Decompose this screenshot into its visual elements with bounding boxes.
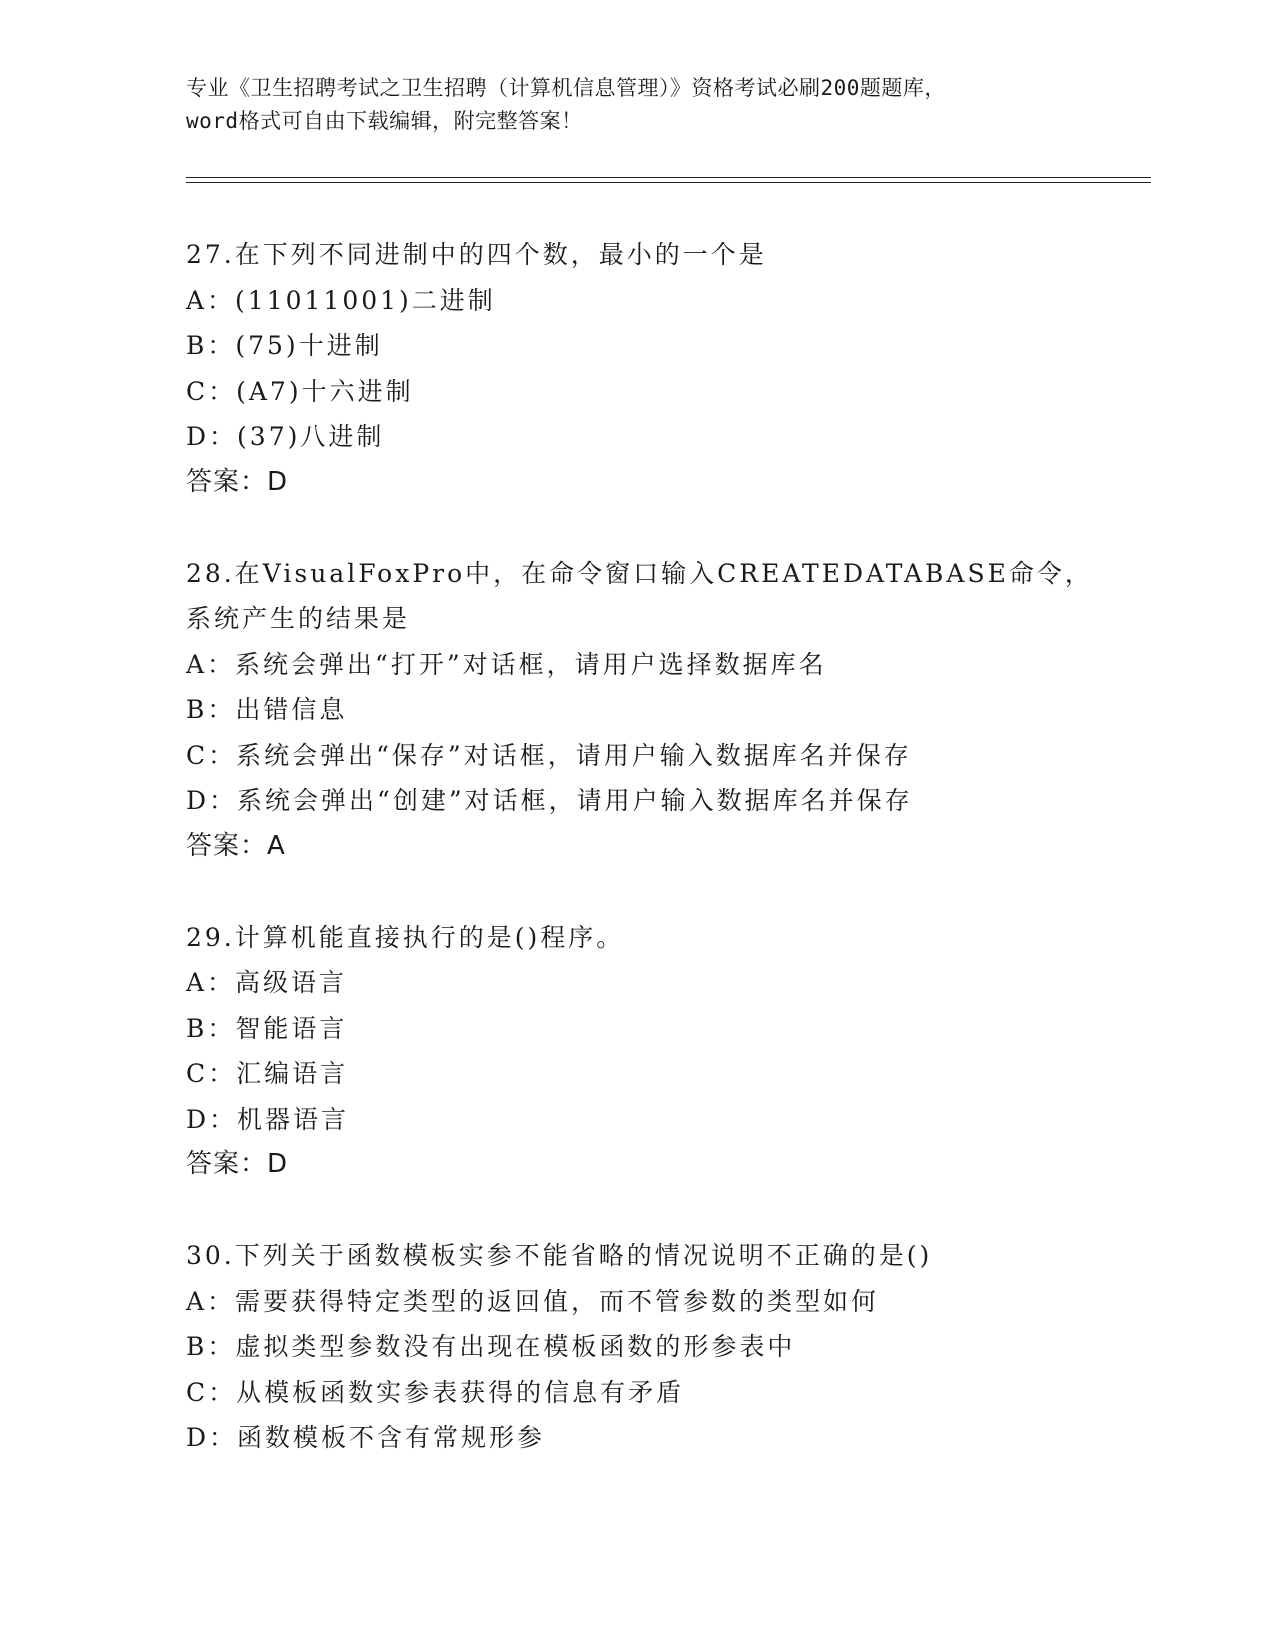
option-b: B：智能语言 — [186, 1013, 348, 1043]
option-b: B：出错信息 — [186, 695, 348, 724]
option-d: D：系统会弹出“创建”对话框，请用户输入数据库名并保存 — [186, 786, 913, 815]
answer-line: 答案：A — [186, 830, 286, 861]
option-a: A：(11011001)二进制 — [186, 285, 496, 315]
question-29 — [186, 915, 1096, 1188]
option-d: D：(37)八进制 — [186, 422, 385, 451]
header-divider-top — [186, 177, 1151, 178]
header-line-1: 专业《卫生招聘考试之卫生招聘（计算机信息管理）》资格考试必刷200题题库， — [186, 76, 946, 100]
option-c: C：系统会弹出“保存”对话框，请用户输入数据库名并保存 — [186, 740, 912, 770]
question-stem: 28.在VisualFoxPro中，在命令窗口输入CREATEDATABASE命令，系统产生的结果是 — [186, 558, 1093, 633]
option-b: B：(75)十进制 — [186, 331, 383, 360]
question-27 — [186, 232, 1096, 505]
question-stem: 30.下列关于函数模板实参不能省略的情况说明不正确的是() — [186, 1241, 933, 1270]
question-stem: 27.在下列不同进制中的四个数，最小的一个是 — [186, 240, 767, 269]
option-b: B：虚拟类型参数没有出现在模板函数的形参表中 — [186, 1332, 796, 1361]
question-list — [186, 232, 1096, 1506]
option-d: D：函数模板不含有常规形参 — [186, 1423, 546, 1452]
header-line-2: word格式可自由下载编辑，附完整答案！ — [186, 109, 583, 133]
option-c: C：从模板函数实参表获得的信息有矛盾 — [186, 1377, 685, 1407]
option-c: C：汇编语言 — [186, 1059, 349, 1088]
answer-line: 答案：D — [186, 466, 289, 497]
question-30 — [186, 1233, 1096, 1461]
question-stem: 29.计算机能直接执行的是()程序。 — [186, 922, 625, 952]
option-a: A：系统会弹出“打开”对话框，请用户选择数据库名 — [186, 649, 827, 679]
option-d: D：机器语言 — [186, 1104, 350, 1134]
option-a: A：高级语言 — [186, 968, 348, 997]
option-a: A：需要获得特定类型的返回值，而不管参数的类型如何 — [186, 1286, 880, 1316]
document-header — [186, 72, 1086, 138]
header-divider-bottom — [186, 182, 1151, 183]
option-c: C：(A7)十六进制 — [186, 376, 414, 406]
question-28 — [186, 551, 1096, 870]
answer-line: 答案：D — [186, 1149, 289, 1179]
